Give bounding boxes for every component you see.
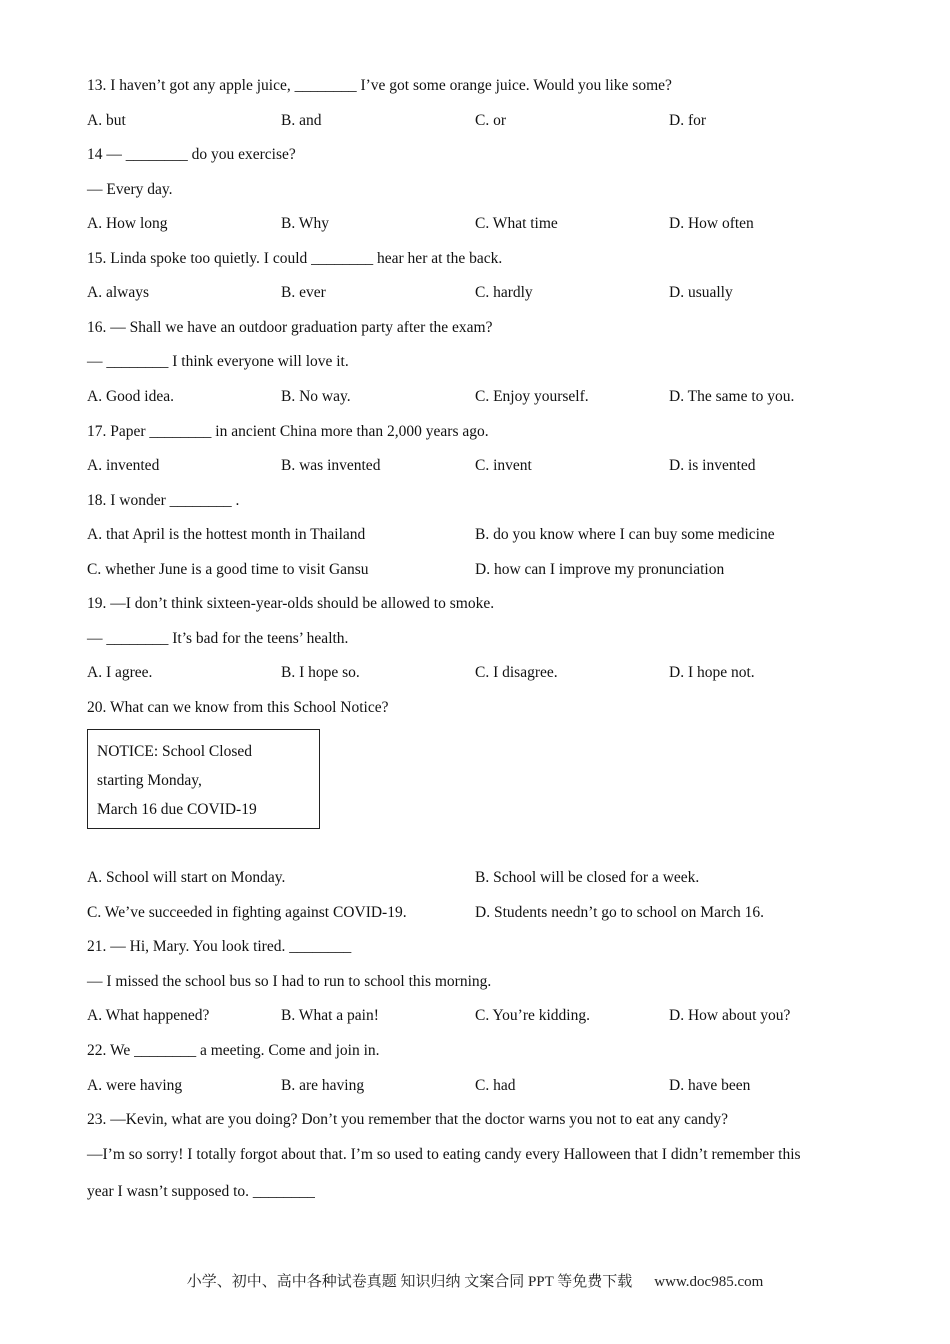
q20-stem: 20. What can we know from this School Notice? (87, 699, 389, 716)
q20-option-b: B. School will be closed for a week. (475, 869, 700, 886)
q23-reply-line-1: —I’m so sorry! I totally forgot about that. I’m so used to eating candy every Halloween that I didn’t remember this (87, 1146, 801, 1163)
q13-option-c: C. or (475, 112, 506, 129)
q14-option-a: A. How long (87, 215, 168, 232)
q21-option-b: B. What a pain! (281, 1007, 379, 1024)
q15-option-b: B. ever (281, 284, 326, 301)
q13-option-d: D. for (669, 112, 707, 129)
notice-line-1: NOTICE: School Closed (97, 743, 252, 760)
q23-reply-line-2: year I wasn’t supposed to. ________ (87, 1183, 315, 1200)
q18-option-c: C. whether June is a good time to visit Gansu (87, 561, 369, 578)
q21-option-d: D. How about you? (669, 1007, 791, 1024)
q21-answer-line: — I missed the school bus so I had to run to school this morning. (87, 973, 492, 990)
q15-option-c: C. hardly (475, 284, 533, 301)
q14-option-d: D. How often (669, 215, 754, 232)
q21-option-c: C. You’re kidding. (475, 1007, 590, 1024)
q22-option-d: D. have been (669, 1077, 751, 1094)
q22-stem: 22. We ________ a meeting. Come and join in. (87, 1042, 380, 1059)
q21-stem: 21. — Hi, Mary. You look tired. ________ (87, 938, 352, 955)
q14-option-b: B. Why (281, 215, 329, 232)
notice-line-2: starting Monday, (97, 772, 202, 789)
q15-option-a: A. always (87, 284, 149, 301)
footer-text: 小学、初中、高中各种试卷真题 知识归纳 文案合同 PPT 等免费下载 (186, 1274, 633, 1290)
q18-option-a: A. that April is the hottest month in Thailand (87, 526, 366, 543)
q17-option-c: C. invent (475, 457, 532, 474)
q16-answer-line: — ________ I think everyone will love it. (87, 353, 349, 370)
q18-option-d: D. how can I improve my pronunciation (475, 561, 725, 578)
q21-option-a: A. What happened? (87, 1007, 210, 1024)
q19-answer-line: — ________ It’s bad for the teens’ health. (87, 630, 349, 647)
q13-stem: 13. I haven’t got any apple juice, ________ I’ve got some orange juice. Would you like some? (87, 77, 672, 94)
q22-option-b: B. are having (281, 1077, 365, 1094)
page-footer (0, 1270, 950, 1291)
q20-option-d: D. Students needn’t go to school on March 16. (475, 904, 765, 921)
q16-stem: 16. — Shall we have an outdoor graduation party after the exam? (87, 319, 493, 336)
q14-option-c: C. What time (475, 215, 558, 232)
q19-stem: 19. —I don’t think sixteen-year-olds should be allowed to smoke. (87, 595, 495, 612)
q20-option-c: C. We’ve succeeded in fighting against COVID-19. (87, 904, 407, 921)
q15-option-d: D. usually (669, 284, 733, 301)
q16-option-a: A. Good idea. (87, 388, 174, 405)
q20-option-a: A. School will start on Monday. (87, 869, 286, 886)
q15-stem: 15. Linda spoke too quietly. I could ________ hear her at the back. (87, 250, 503, 267)
q18-stem: 18. I wonder ________ . (87, 492, 240, 509)
q23-stem: 23. —Kevin, what are you doing? Don’t you remember that the doctor warns you not to eat any candy? (87, 1111, 729, 1128)
q19-option-a: A. I agree. (87, 664, 153, 681)
q18-option-b: B. do you know where I can buy some medicine (475, 526, 775, 543)
q17-stem: 17. Paper ________ in ancient China more than 2,000 years ago. (87, 423, 489, 440)
q16-option-c: C. Enjoy yourself. (475, 388, 589, 405)
q14-stem: 14 — ________ do you exercise? (87, 146, 296, 163)
notice-line-3: March 16 due COVID-19 (97, 801, 257, 818)
q22-option-a: A. were having (87, 1077, 183, 1094)
q17-option-a: A. invented (87, 457, 160, 474)
q22-option-c: C. had (475, 1077, 516, 1094)
footer-link[interactable]: www.doc985.com (654, 1274, 764, 1290)
q19-option-d: D. I hope not. (669, 664, 755, 681)
q14-answer-line: — Every day. (87, 181, 173, 198)
school-notice-box (87, 729, 320, 829)
q19-option-b: B. I hope so. (281, 664, 360, 681)
q16-option-b: B. No way. (281, 388, 351, 405)
q13-option-b: B. and (281, 112, 322, 129)
q13-option-a: A. but (87, 112, 126, 129)
q17-option-d: D. is invented (669, 457, 756, 474)
q17-option-b: B. was invented (281, 457, 381, 474)
q19-option-c: C. I disagree. (475, 664, 558, 681)
q16-option-d: D. The same to you. (669, 388, 795, 405)
